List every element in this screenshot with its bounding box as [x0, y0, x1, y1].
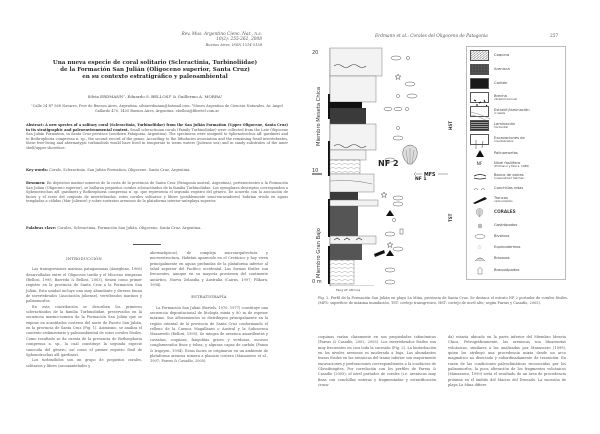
gastropod-icon [470, 221, 489, 230]
abstract-lead: Abstract: A new species of a solitary coral (Scleractinia, Turbinoliidae) from the San Julián Formation (Upper Oligocene, Santa Cruz) in its stratigraphic and paleoenvironmental context. [26, 123, 288, 132]
carbon-swatch [470, 78, 489, 89]
member-label-gran-bajo: Miembro Gran Bajo [316, 228, 322, 278]
paragraph: Los turbinólidos son un grupo de pequeños corales, solitarios y libres (azooxantelados y [26, 358, 142, 368]
left-page-column-1 [26, 256, 142, 369]
figure-legend [466, 46, 566, 280]
cross-bedding-swatch [470, 106, 489, 117]
palabras-clave [26, 226, 288, 230]
abstract [26, 123, 288, 151]
legend-item-troncos: Troncos carbonizados [470, 195, 513, 204]
legend-item-excavaciones: Excavaciones de invertebrados [470, 134, 525, 145]
palinomorph-icon [470, 149, 489, 158]
figure-caption: Fig. 2. Perfil de la Formación San Julián en playa La Mina, provincia de Santa Cruz. Se destaca el estrato NF 2 portador de corales fósiles. (MFS: superficie de máxima inundación, TST: cortejo transgresivo, HST: cortejo de nivel alto; según Parras y Casadío, 2005). [318, 296, 568, 305]
heading-estratigrafia: ESTRATIGRAFÍA [191, 294, 227, 300]
legend-item-equinodermos: ☆ Equinodermos [470, 243, 520, 252]
coral-icon [403, 145, 418, 164]
oyster-bank-icon [470, 172, 489, 181]
title-line-3: en su contexto estratigráfico y paleoambiental [82, 74, 228, 81]
legend-item-banco-ostras: Banco de ostras Crassostrea? hatcheri [470, 172, 524, 181]
coquina-swatch [470, 50, 489, 61]
palabras-clave-value: Corales, Scleractinia, Formación San Julián, Oligoceno, Santa Cruz, Argentina. [57, 226, 202, 230]
page-number: 257 [550, 34, 559, 39]
legend-item-estratificacion: Estratif./laminación cruzada [470, 106, 530, 117]
nf1-label: NF 1 [415, 177, 427, 182]
paragraph: La Formación San Julián (Bertels, 1970, 1977) constituye una secuencia depositacional de litología mixta y 80 m de espesor máximo. Sus afloramientos se distribuyen principalmente en la región oriental de la provincia de Santa Cruz conformando el relleno de la Cuenca Magallanes o Austral y la Subcuenca Mazarredo (Bellosi, 1995). Se integra de arenisca amarillentas y castañas, coquinas, fangolitas grises y verdosas, escasos conglomerados finos y tobas, y algunas capas de carbón (Panza & Irigoyen, 1994). Estas facies se originaron en un ambiente de plataforma arenosa somera a planicie costera (Manassero et al., 1997; Parras & Casadío, 2005). [150, 305, 268, 364]
y-tick-0: 0 m [312, 279, 322, 285]
brachiopod-icon [470, 266, 489, 275]
palabras-clave-label: Palabras clave: [26, 226, 57, 230]
nf2-label: NF 2 [378, 159, 399, 168]
bryozoan-icon [470, 254, 489, 263]
trunk-icon [470, 195, 489, 204]
broken-shells-icon [470, 184, 489, 193]
brecha-swatch [470, 92, 489, 103]
paragraph: ahermatípicos), de compleja microarquitectura y microestructura. Habrían aparecido en el Cretácico y hoy viven principalmente en aguas profundas de la plataforma inferior al talud superior del Pacífico occidental. Las formas fósiles son frecuentes, aunque en su mayoría provienen del continente antártico, Nueva Zelandia y Australia (Cairns, 1997; Filkorn, 1994). [150, 251, 268, 288]
journal-ref-line-2: 10(2): 255-262, 2008 [216, 37, 262, 43]
legend-item-corales: CORALES [470, 208, 516, 217]
keywords-value: Corals, Scleractinia, San Julián Formation, Oligocene, Santa Cruz, Argentina. [49, 168, 191, 172]
tst-label: TST [448, 213, 453, 222]
member-label-meseta-chica: Miembro Meseta Chica [316, 86, 322, 146]
abstract-body: Small scleractinian corals (Family Turbinoliidae) were collected from the Late Oligocene San Julián Formation, in Santa Cruz province (southern Patagonia, Argentina). The specimens were assigned to Sphenotrochus aff. gardineri and to Bothrophoria compressa n. sp., the second record of the genus. According to the lithofacies association and the remaining fossil invertebrates, these free-living and ahermatypic turbinoliids would have lived in temperate to warm waters (Juliense sea) and in sandy substrates of the inner shelf/upper shoreface. [26, 127, 288, 150]
resumen-body: En depósitos marino-someros de la costa de la provincia de Santa Cruz (Patagonia austral, Argentina), pertenecientes a la Formación San Julián (Oligoceno superior), se hallaron pequeños corales scleractínidos de la familia Turbinoliidae. Los ejemplares descriptos corresponden a Sphenotrochus aff. gardineri y Bothrophoria compressa n. sp. que representa el segundo registro del género. De acuerdo con la asociación de facies y el resto del conjunto de invertebrados, estos corales solitarios y libres (posiblemente semi-excavadores) habrían vivido en aguas templadas a cálidas (Mar Juliense) y sobre sustratos arenosos de la plataforma interior-anteplaya superior. [26, 181, 288, 204]
paragraph: Las transgresiones marinas patagonianas (Ameghino, 1906) desarrolladas entre el Oligoceno tardío y el Mioceno temprano (Bellosi, 1995; Barreda & Bellosi, 2003), tienen como primer registro en la provincia de Santa Cruz a la Formación San Julián. Esta unidad incluye una muy abundante y diversa fauna de invertebrados (Asociación Juliense), vertebrados marinos y palinomorfos. [26, 267, 142, 304]
resumen-lead: Resumen: [26, 181, 46, 185]
paragraph: En esta contribución se describen los primeros scleractínidos de la familia Turbinoliidae, preservados en la secuencia marino-somera de la Formación San Julián que se expone en acantilados costeros del norte de Puerto San Julián, en la provincia de Santa Cruz (Fig. 1). Asimismo, se analiza el contexto sedimentario y paleoambiental de estos corales fósiles. Como resultado se da cuenta de la presencia de Bothrophoria compressa n. sp., la cual constituye la segunda especie conocida del género, así como el primer registro fósil de Sphenotrochus aff. gardineri. [26, 304, 142, 357]
section-divider [133, 244, 161, 245]
legend-item-gastropodos: Gastrópodos [470, 221, 517, 230]
journal-ref-line-1: Rev. Mus. Argentino Cienc. Nat., n.s. [181, 32, 262, 37]
legend-item-carbon: Carbón [470, 78, 507, 89]
burrows-swatch [470, 134, 489, 145]
legend-item-nivel-fosilifero: NF Nivel fosilífero (Erdmann y Morra, 1985) [470, 160, 529, 169]
title-line-2: de la Formación San Julián (Oligoceno superior, Santa Cruz) [60, 67, 250, 74]
stratigraphic-column-figure [312, 46, 572, 292]
journal-reference [181, 32, 262, 48]
legend-item-bivalvos: Bivalvos [470, 232, 509, 241]
grain-size-axis-label: Fang AF AM Coq [336, 288, 361, 292]
lamination-swatch [470, 120, 489, 131]
article-title [10, 60, 300, 82]
right-page [300, 0, 600, 434]
right-page-column-2: da) estaría ubicado en la parte inferior del Miembro Meseta Chica. Petrográficamente, las areniscas son litoarenitas volcánicas, similares a las analizadas por Manassero (1999), quien les atribuyó una procedencia mixta desde un arco magmático no disectado y subordinadamente de transición. En razón de las condiciones paleoclimáticas reconocidas por los palinomorfos, la poca alteración de los fragmentos volcánicos (Manassero, 1999) sería el resultado de un área de procedencia próxima en el ámbito del Macizo del Deseado. La sucesión de playa La Mina difiere [448, 335, 566, 388]
stratigraphic-column [312, 46, 462, 286]
mfs-label: MFS [424, 173, 436, 178]
affiliations: ¹Calle 24 Nº 568 Navarro, Prov de Buenos Aires, Argentina. silviaerdmann@hotmail.com. ²Museo Argentino de Ciencias Naturales, Av. Angel Gallardo 470, 1405 Buenos Aires, Argentina. ebellosi@fibertel.com.ar [31, 104, 283, 113]
journal-ref-line-3: Buenos Aires, ISSN 1514-5158 [205, 42, 262, 47]
legend-item-briozoos: Briozoos [470, 254, 510, 263]
arenisca-swatch [470, 64, 489, 75]
title-line-1: Una nueva especie de coral solitario (Scleractinia, Turbinoliidae) [52, 60, 258, 66]
y-tick-20: 20 [312, 50, 319, 56]
nf-symbol: NF [476, 162, 483, 167]
keywords-label: Key words: [26, 168, 48, 172]
right-page-column-1: coquinas varían claramente en sus propiedades tafonómicas (Parras & Casadío, 2002, 2005). Los invertebrados fósiles son muy frecuentes en casi toda la sucesión (Fig. 2). La bioturbación en los niveles arenosos es moderada a baja. Las abundantes trazas fósiles en las areniscas del tramo inferior son mayormente excavaciones y perforaciones correspondientes a la icnofacies de Glossifungites. Por correlación con los perfiles de Parras & Casadío (2005), el nivel portador de corales (i.e. areniscas muy finas con conchillas enteras y fragmentadas y estratificación cruza- [318, 335, 436, 388]
legend-item-coquina: Coquina [470, 50, 509, 61]
keywords [26, 168, 288, 172]
legend-item-palinomorfos: Palinomorfos [470, 149, 518, 158]
legend-item-laminacion: Laminación horizontal [470, 120, 515, 131]
coral-icon [470, 208, 489, 217]
echinoderm-icon: ☆ [476, 244, 483, 251]
left-page-column-2 [150, 251, 268, 365]
authors: Silvia ERDMANN¹, Eduardo S. BELLOSI² & Guillermo A. MORRA¹ [87, 94, 223, 99]
running-head: Erdmann et al.: Corales del Oligoceno de Patagonia [375, 34, 488, 39]
legend-item-conchillas-rotas: Conchillas rotas [470, 184, 523, 193]
heading-introduccion: INTRODUCCIÓN [66, 256, 102, 261]
legend-item-braquiopodos: Braquiópodos [470, 266, 519, 275]
legend-item-brecha: Brecha intraformacional [470, 92, 517, 103]
hst-label: HST [448, 121, 453, 130]
bivalve-icon [470, 232, 489, 241]
resumen [26, 181, 288, 204]
legend-item-arenisca: Arenisca [470, 64, 510, 75]
y-tick-10: 10 [312, 168, 319, 174]
